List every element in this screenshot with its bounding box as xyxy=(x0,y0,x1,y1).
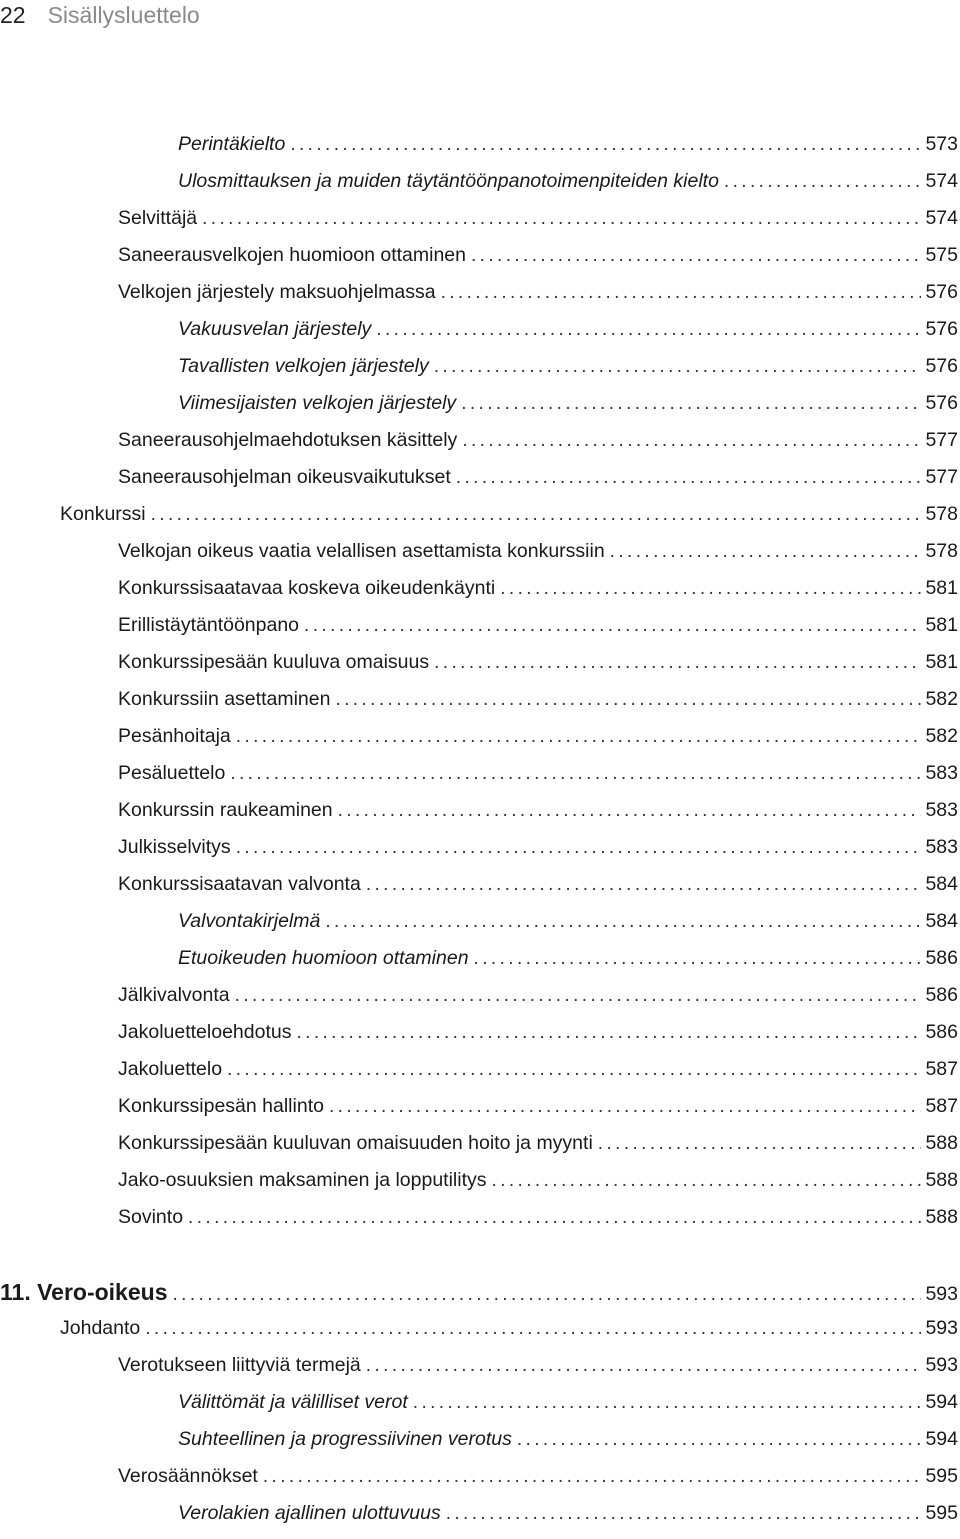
dot-leader xyxy=(236,837,922,859)
toc-entry-title: Velkojan oikeus vaatia velallisen asettamista konkurssiin xyxy=(118,540,605,562)
dot-leader xyxy=(151,504,922,526)
toc-entry[interactable] xyxy=(0,1132,958,1169)
toc-entry-title: Konkurssipesään kuuluvan omaisuuden hoito ja myynti xyxy=(118,1132,593,1154)
toc-entry-title: Pesänhoitaja xyxy=(118,725,231,747)
table-of-contents xyxy=(0,133,958,1539)
dot-leader xyxy=(236,726,922,748)
toc-entry-title: Verolakien ajallinen ulottuvuus xyxy=(178,1502,441,1524)
dot-leader xyxy=(610,541,922,563)
toc-entry[interactable] xyxy=(0,577,958,614)
dot-leader xyxy=(366,1355,922,1377)
toc-entry-page: 578 xyxy=(925,503,958,525)
dot-leader xyxy=(462,430,921,452)
dot-leader xyxy=(517,1429,922,1451)
toc-entry-title: Saneerausohjelmaehdotuksen käsittely xyxy=(118,429,458,451)
toc-entry-page: 587 xyxy=(925,1058,958,1080)
toc-entry-title: Valvontakirjelmä xyxy=(178,910,321,932)
toc-entry[interactable] xyxy=(0,1465,958,1502)
dot-leader xyxy=(188,1207,921,1229)
toc-entry[interactable] xyxy=(0,355,958,392)
toc-entry-title: Konkurssisaatavaa koskeva oikeudenkäynti xyxy=(118,577,496,599)
toc-entry-page: 584 xyxy=(925,873,958,895)
toc-entry[interactable] xyxy=(0,281,958,318)
toc-entry[interactable] xyxy=(0,614,958,651)
toc-entry-title: Jakoluettelo xyxy=(118,1058,223,1080)
toc-entry-page: 583 xyxy=(925,799,958,821)
dot-leader xyxy=(724,171,922,193)
toc-entry-page: 578 xyxy=(925,540,958,562)
toc-entry[interactable] xyxy=(0,466,958,503)
toc-entry[interactable] xyxy=(0,873,958,910)
toc-entry[interactable] xyxy=(0,1391,958,1428)
toc-entry-page: 583 xyxy=(925,762,958,784)
toc-entry-page: 577 xyxy=(925,466,958,488)
toc-entry-title: Tavallisten velkojen järjestely xyxy=(178,355,429,377)
toc-entry-title: Konkurssin raukeaminen xyxy=(118,799,333,821)
toc-entry-page: 595 xyxy=(925,1502,958,1524)
toc-entry-title: Etuoikeuden huomioon ottaminen xyxy=(178,947,469,969)
toc-entry-page: 581 xyxy=(925,577,958,599)
toc-entry-page: 574 xyxy=(925,170,958,192)
toc-entry-title: Saneerausohjelman oikeusvaikutukset xyxy=(118,466,451,488)
toc-entry-title: Jako-osuuksien maksaminen ja lopputilitys xyxy=(118,1169,487,1191)
dot-leader xyxy=(446,1503,922,1525)
toc-entry-title: Vakuusvelan järjestely xyxy=(178,318,372,340)
toc-entry[interactable] xyxy=(0,1317,958,1354)
toc-entry-title: Verosäännökset xyxy=(118,1465,258,1487)
dot-leader xyxy=(296,1022,921,1044)
toc-entry[interactable] xyxy=(0,984,958,1021)
dot-leader xyxy=(413,1392,922,1414)
toc-entry-page: 588 xyxy=(925,1206,958,1228)
toc-entry[interactable] xyxy=(0,318,958,355)
dot-leader xyxy=(304,615,921,637)
toc-entry-page: 575 xyxy=(925,244,958,266)
toc-entry[interactable] xyxy=(0,1354,958,1391)
toc-entry-title: Välittömät ja välilliset verot xyxy=(178,1391,408,1413)
toc-entry-page: 583 xyxy=(925,836,958,858)
dot-leader xyxy=(434,356,922,378)
dot-leader xyxy=(172,1284,921,1306)
dot-leader xyxy=(474,948,922,970)
toc-entry-title: Viimesijaisten velkojen järjestely xyxy=(178,392,457,414)
toc-entry-title: Konkurssipesän hallinto xyxy=(118,1095,324,1117)
toc-entry-title: Sovinto xyxy=(118,1206,184,1228)
toc-entry-title: Velkojen järjestely maksuohjelmassa xyxy=(118,281,436,303)
dot-leader xyxy=(230,763,921,785)
toc-entry-page: 593 xyxy=(925,1317,958,1339)
running-title: Sisällysluettelo xyxy=(47,1,200,28)
toc-entry-page: 577 xyxy=(925,429,958,451)
page-header xyxy=(0,0,200,30)
toc-entry-title: Konkurssisaatavan valvonta xyxy=(118,873,361,895)
dot-leader xyxy=(441,282,922,304)
dot-leader xyxy=(338,800,922,822)
toc-entry-title: Saneerausvelkojen huomioon ottaminen xyxy=(118,244,466,266)
toc-entry[interactable] xyxy=(0,1095,958,1132)
toc-entry-page: 584 xyxy=(925,910,958,932)
toc-entry-title: Konkurssi xyxy=(60,503,146,525)
toc-entry-title: Erillistäytäntöönpano xyxy=(118,614,300,636)
toc-entry[interactable] xyxy=(0,910,958,947)
toc-entry-page: 586 xyxy=(925,1021,958,1043)
toc-entry-title: 11. Vero-oikeus xyxy=(0,1279,168,1305)
toc-entry-page: 574 xyxy=(925,207,958,229)
toc-entry-page: 573 xyxy=(925,133,958,155)
toc-entry-page: 586 xyxy=(925,947,958,969)
toc-entry-page: 593 xyxy=(925,1283,958,1305)
toc-entry[interactable] xyxy=(0,392,958,429)
toc-entry-page: 582 xyxy=(925,688,958,710)
toc-entry[interactable] xyxy=(0,540,958,577)
dot-leader xyxy=(492,1170,922,1192)
toc-entry[interactable] xyxy=(0,1428,958,1465)
toc-entry[interactable] xyxy=(0,1169,958,1206)
dot-leader xyxy=(145,1318,921,1340)
toc-entry-title: Johdanto xyxy=(60,1317,141,1339)
toc-entry-title: Jakoluetteloehdotus xyxy=(118,1021,292,1043)
toc-entry-title: Konkurssipesään kuuluva omaisuus xyxy=(118,651,430,673)
toc-entry-title: Selvittäjä xyxy=(118,207,198,229)
toc-entry[interactable] xyxy=(0,947,958,984)
toc-entry[interactable] xyxy=(0,688,958,725)
page-number: 22 xyxy=(0,1,26,28)
toc-entry-page: 581 xyxy=(925,651,958,673)
dot-leader xyxy=(329,1096,921,1118)
toc-entry-title: Suhteellinen ja progressiivinen verotus xyxy=(178,1428,512,1450)
toc-entry-page: 581 xyxy=(925,614,958,636)
toc-entry-title: Verotukseen liittyviä termejä xyxy=(118,1354,361,1376)
dot-leader xyxy=(461,393,921,415)
toc-entry-page: 576 xyxy=(925,281,958,303)
toc-entry-title: Ulosmittauksen ja muiden täytäntöönpanotoimenpiteiden kielto xyxy=(178,170,719,192)
dot-leader xyxy=(500,578,921,600)
toc-entry-page: 582 xyxy=(925,725,958,747)
toc-entry[interactable] xyxy=(0,1206,958,1243)
toc-entry-page: 586 xyxy=(925,984,958,1006)
toc-entry-page: 588 xyxy=(925,1132,958,1154)
dot-leader xyxy=(471,245,921,267)
toc-entry-page: 576 xyxy=(925,318,958,340)
toc-entry-title: Julkisselvitys xyxy=(118,836,231,858)
dot-leader xyxy=(598,1133,922,1155)
toc-entry-title: Jälkivalvonta xyxy=(118,984,230,1006)
toc-entry[interactable] xyxy=(0,799,958,836)
toc-entry[interactable] xyxy=(0,170,958,207)
toc-entry-title: Pesäluettelo xyxy=(118,762,226,784)
toc-entry[interactable] xyxy=(0,651,958,688)
toc-entry[interactable] xyxy=(0,836,958,873)
toc-chapter-heading[interactable] xyxy=(0,1279,958,1317)
dot-leader xyxy=(263,1466,922,1488)
toc-entry[interactable] xyxy=(0,762,958,799)
dot-leader xyxy=(376,319,921,341)
dot-leader xyxy=(290,134,921,156)
dot-leader xyxy=(456,467,922,489)
toc-entry[interactable] xyxy=(0,133,958,170)
toc-entry[interactable] xyxy=(0,429,958,466)
toc-entry-title: Perintäkielto xyxy=(178,133,286,155)
toc-entry[interactable] xyxy=(0,1502,958,1539)
toc-entry-page: 576 xyxy=(925,355,958,377)
toc-entry-page: 588 xyxy=(925,1169,958,1191)
toc-entry-page: 593 xyxy=(925,1354,958,1376)
toc-entry[interactable] xyxy=(0,503,958,540)
toc-entry-page: 595 xyxy=(925,1465,958,1487)
dot-leader xyxy=(202,208,921,230)
toc-entry-page: 594 xyxy=(925,1391,958,1413)
toc-entry-page: 576 xyxy=(925,392,958,414)
dot-leader xyxy=(335,689,921,711)
toc-entry-page: 594 xyxy=(925,1428,958,1450)
dot-leader xyxy=(434,652,921,674)
toc-entry[interactable] xyxy=(0,207,958,244)
dot-leader xyxy=(366,874,922,896)
toc-entry-title: Konkurssiin asettaminen xyxy=(118,688,331,710)
dot-leader xyxy=(325,911,921,933)
toc-entry[interactable] xyxy=(0,1058,958,1095)
toc-entry[interactable] xyxy=(0,725,958,762)
toc-entry[interactable] xyxy=(0,244,958,281)
dot-leader xyxy=(235,985,922,1007)
dot-leader xyxy=(227,1059,921,1081)
toc-entry[interactable] xyxy=(0,1021,958,1058)
toc-entry-page: 587 xyxy=(925,1095,958,1117)
